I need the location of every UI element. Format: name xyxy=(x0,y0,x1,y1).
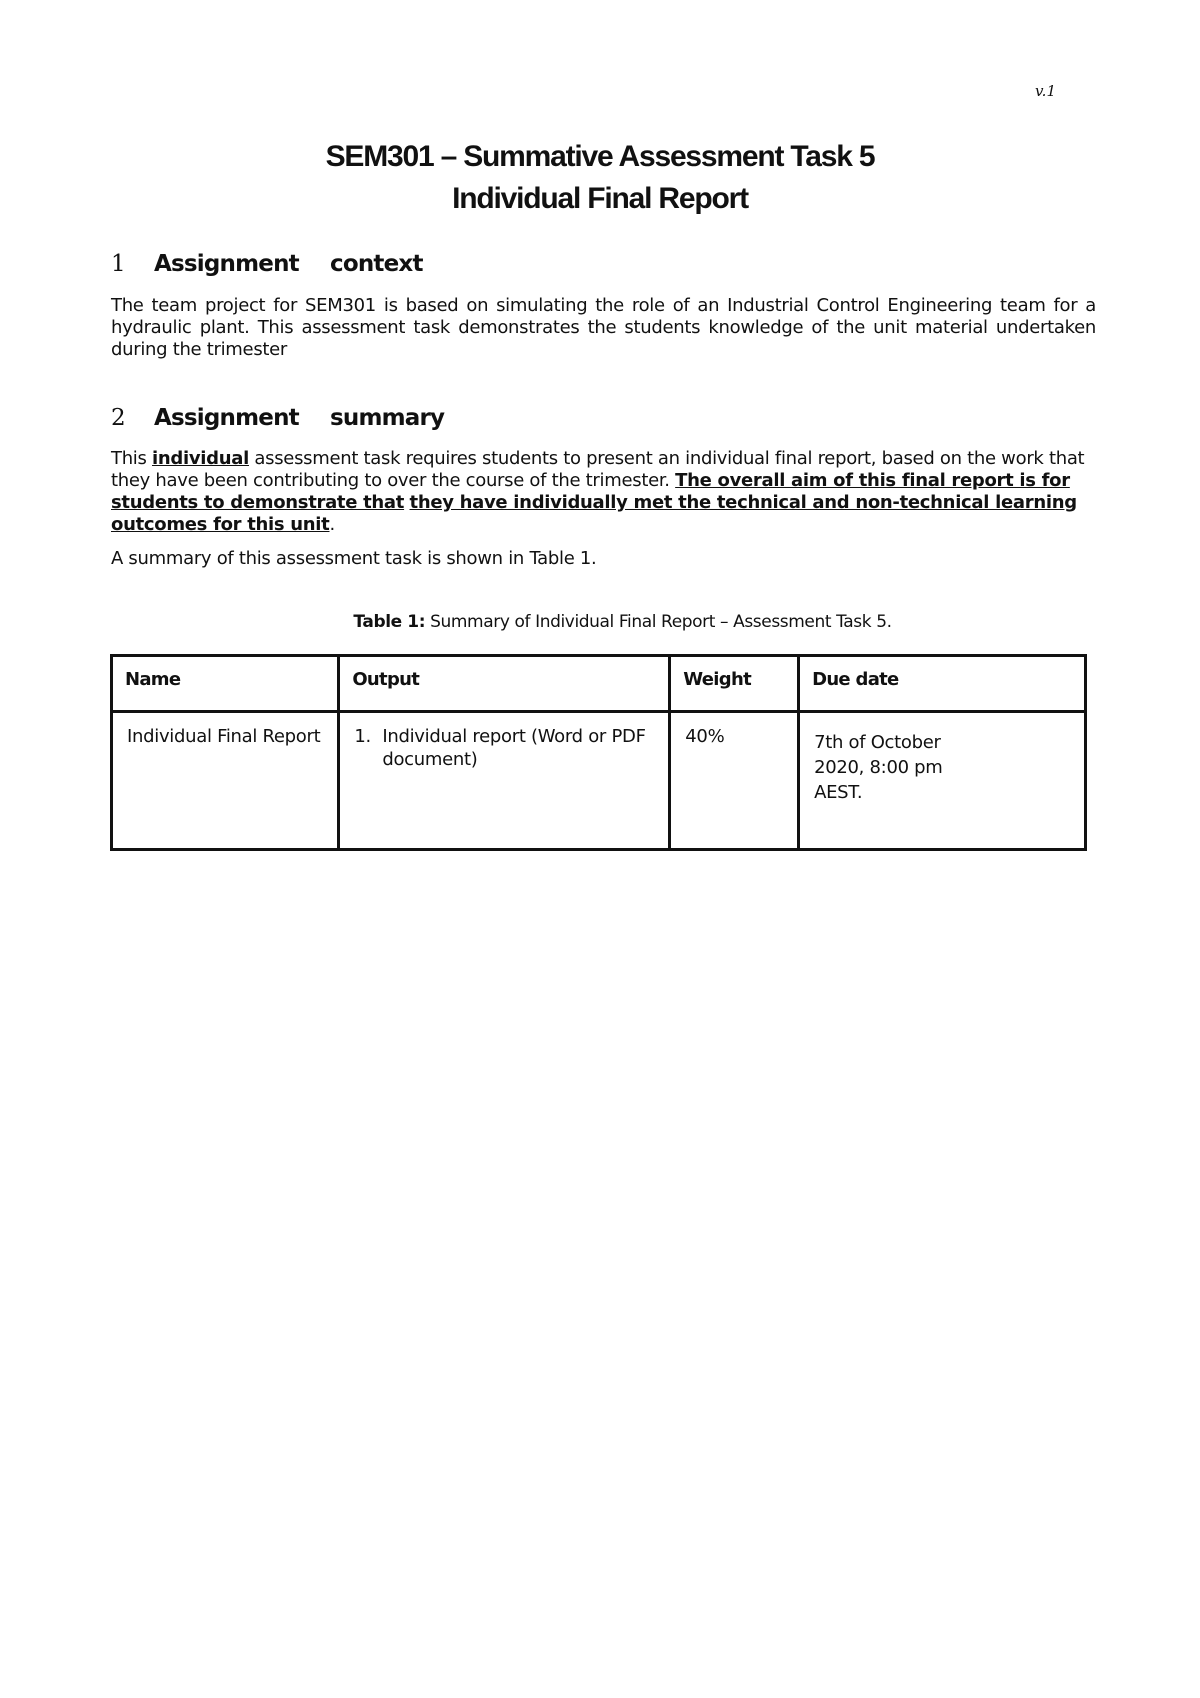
section-2-number: 2 xyxy=(111,405,125,431)
cell-due-date xyxy=(799,712,1086,850)
section-1-heading-word-2: context xyxy=(330,251,423,277)
overall-aim-emphasis-1: The overall aim of this final report is for students to demonstrate that xyxy=(111,470,1070,513)
section-2-heading xyxy=(111,405,444,431)
table-row xyxy=(112,712,1086,850)
section-2-heading-word-1: Assignment xyxy=(154,405,299,431)
individual-emphasis: individual xyxy=(152,448,249,469)
table-caption-text: Summary of Individual Final Report – Assessment Task 5. xyxy=(425,612,892,632)
section-1-body: The team project for SEM301 is based on simulating the role of an Industrial Control Engineering team for a hydraulic plant. This assessment task demonstrates the students knowledge of the unit material undertaken during the trimester xyxy=(111,295,1096,360)
overall-aim-emphasis-2: they have individually met the technical and non-technical learning outcomes for this unit xyxy=(111,492,1077,535)
cell-name: Individual Final Report xyxy=(112,712,339,850)
title-line-1: SEM301 – Summative Assessment Task 5 xyxy=(325,140,875,173)
section-1-heading-word-1: Assignment xyxy=(154,251,299,277)
section-2-period: . xyxy=(329,514,335,535)
section-2-heading-word-2: summary xyxy=(330,405,445,431)
output-list-item xyxy=(354,725,654,771)
title-line-2: Individual Final Report xyxy=(452,182,748,215)
assessment-summary-table xyxy=(110,654,1087,851)
cell-weight: 40% xyxy=(670,712,799,850)
table-caption xyxy=(0,612,1200,632)
section-2-text-b: assessment task requires students to present an individual final report, based on the work that they have been contributing to over the course of the trimester. xyxy=(111,448,1085,491)
output-list-text: Individual report (Word or PDF document) xyxy=(382,726,646,770)
cell-output xyxy=(339,712,670,850)
table-caption-label: Table 1: xyxy=(353,612,426,632)
section-1-number: 1 xyxy=(111,251,125,277)
document-title xyxy=(0,136,1200,220)
header-weight: Weight xyxy=(670,656,799,712)
section-2-text-a: This xyxy=(111,448,153,469)
header-name: Name xyxy=(112,656,339,712)
due-date-line-1: 7th of October xyxy=(814,732,941,753)
table-header-row xyxy=(112,656,1086,712)
header-output: Output xyxy=(339,656,670,712)
section-2-body xyxy=(111,448,1096,536)
table-reference-text: A summary of this assessment task is shown in Table 1. xyxy=(111,548,597,569)
section-1-heading xyxy=(111,251,423,277)
version-label: v.1 xyxy=(1034,82,1056,100)
header-due-date: Due date xyxy=(799,656,1086,712)
due-date-line-2: 2020, 8:00 pm xyxy=(814,757,943,778)
due-date-line-3: AEST. xyxy=(814,782,863,803)
output-list-number: 1. xyxy=(354,726,371,747)
